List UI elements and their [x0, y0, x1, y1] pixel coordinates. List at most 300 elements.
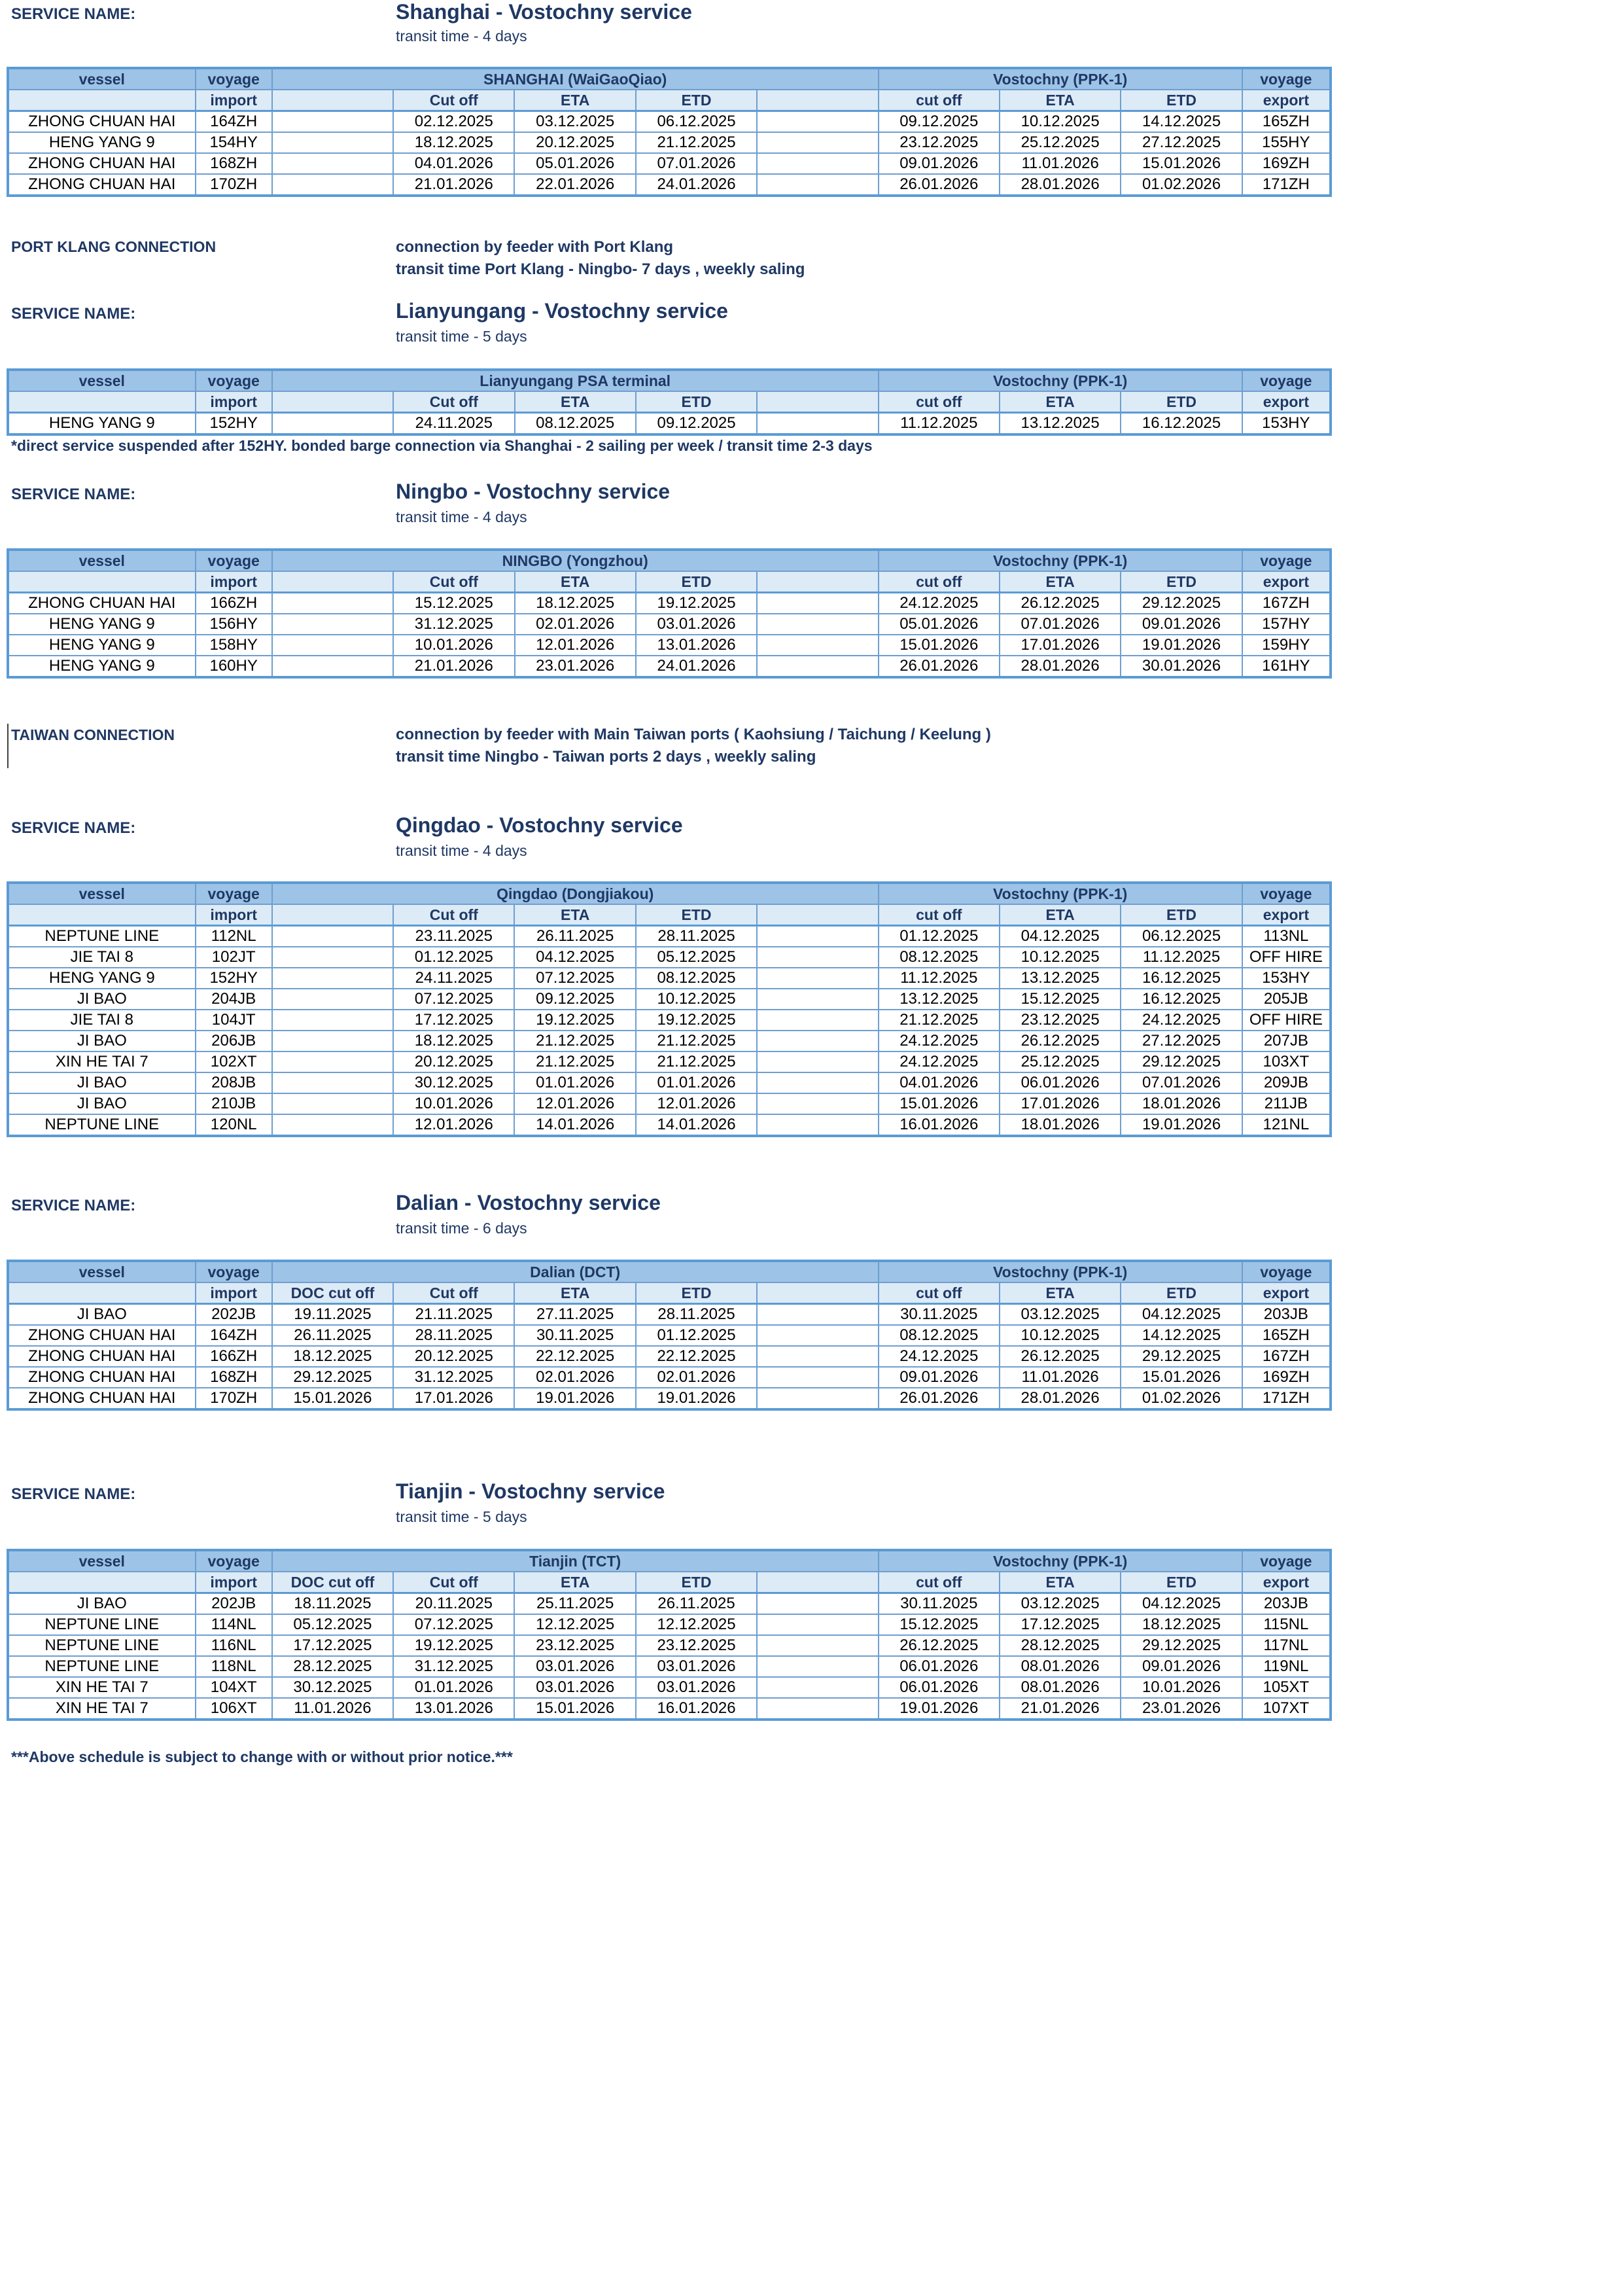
eta-cell: 26.11.2025 — [514, 926, 635, 947]
vessel-cell: JI BAO — [8, 1072, 196, 1093]
export-voyage-cell: 107XT — [1242, 1698, 1331, 1720]
export-voyage-cell: 115NL — [1242, 1614, 1331, 1635]
table-row — [8, 614, 1331, 635]
table-row — [8, 132, 1331, 153]
voyage-import-header: voyage — [196, 68, 272, 90]
export-subheader: export — [1242, 1572, 1331, 1593]
eta-cell: 02.01.2026 — [514, 1367, 635, 1388]
cut-off-cell: 01.01.2026 — [393, 1677, 514, 1698]
spacer-cell — [757, 1304, 878, 1326]
port-klang-line1: connection by feeder with Port Klang — [396, 238, 674, 256]
doc-cut-off-cell: 26.11.2025 — [272, 1325, 393, 1346]
spacer-cell — [757, 614, 878, 635]
etd-cell: 19.12.2025 — [636, 593, 757, 614]
voyage-import-header: voyage — [196, 550, 272, 571]
dest-cut-off-subheader: cut off — [879, 904, 1000, 926]
service-name-label: SERVICE NAME: — [11, 486, 136, 503]
cut-off-cell: 07.12.2025 — [393, 1614, 514, 1635]
dest-etd-cell: 27.12.2025 — [1121, 1031, 1242, 1051]
table-row — [8, 1093, 1331, 1114]
import-subheader: import — [196, 904, 272, 926]
dest-etd-cell: 15.01.2026 — [1121, 1367, 1242, 1388]
eta-cell: 23.12.2025 — [514, 1635, 635, 1656]
voyage-import-header: voyage — [196, 1550, 272, 1572]
dest-eta-cell: 26.12.2025 — [1000, 1346, 1121, 1367]
dest-cut-off-cell: 11.12.2025 — [879, 968, 1000, 989]
etd-cell: 07.01.2026 — [636, 153, 757, 174]
spacer-subheader — [757, 1282, 878, 1304]
table-row — [8, 1698, 1331, 1720]
port-klang-label: PORT KLANG CONNECTION — [11, 238, 217, 255]
import-voyage-cell: 208JB — [196, 1072, 272, 1093]
doc-cut-off-cell — [272, 593, 393, 614]
cut-off-cell: 17.12.2025 — [393, 1010, 514, 1031]
header-row-columns — [8, 904, 1331, 926]
eta-cell: 27.11.2025 — [514, 1304, 635, 1326]
eta-cell: 12.12.2025 — [514, 1614, 635, 1635]
export-voyage-cell: 159HY — [1242, 635, 1331, 656]
import-voyage-cell: 102JT — [196, 947, 272, 968]
etd-cell: 22.12.2025 — [636, 1346, 757, 1367]
doc-cut-off-subheader — [272, 90, 393, 111]
spacer-cell — [757, 635, 878, 656]
dest-cut-off-subheader: cut off — [879, 1282, 1000, 1304]
import-voyage-cell: 112NL — [196, 926, 272, 947]
origin-eta-subheader: ETA — [514, 1572, 635, 1593]
dest-cut-off-cell: 16.01.2026 — [879, 1114, 1000, 1136]
dest-eta-cell: 08.01.2026 — [1000, 1656, 1121, 1677]
cut-off-cell: 13.01.2026 — [393, 1698, 514, 1720]
voyage-import-header: voyage — [196, 1261, 272, 1282]
origin-port-header: Lianyungang PSA terminal — [272, 370, 879, 391]
vessel-subheader — [8, 1572, 196, 1593]
dest-cut-off-subheader: cut off — [879, 90, 1000, 111]
transit-time: transit time - 4 days — [396, 842, 527, 859]
dest-eta-cell: 03.12.2025 — [1000, 1304, 1121, 1326]
doc-cut-off-cell — [272, 132, 393, 153]
doc-cut-off-cell — [272, 174, 393, 196]
header-row-ports — [8, 883, 1331, 904]
vessel-cell: ZHONG CHUAN HAI — [8, 593, 196, 614]
table-row — [8, 1367, 1331, 1388]
service-name-label: SERVICE NAME: — [11, 1197, 136, 1214]
vessel-header: vessel — [8, 883, 196, 904]
table-row — [8, 111, 1331, 133]
spacer-cell — [757, 413, 878, 435]
section-title: Lianyungang - Vostochny service — [396, 299, 728, 323]
schedule-table — [7, 1260, 1332, 1411]
import-voyage-cell: 160HY — [196, 656, 272, 677]
vessel-subheader — [8, 90, 196, 111]
etd-cell: 13.01.2026 — [636, 635, 757, 656]
etd-cell: 28.11.2025 — [636, 1304, 757, 1326]
export-voyage-cell: 203JB — [1242, 1593, 1331, 1615]
etd-cell: 01.01.2026 — [636, 1072, 757, 1093]
vessel-cell: ZHONG CHUAN HAI — [8, 174, 196, 196]
dest-cut-off-cell: 15.12.2025 — [879, 1614, 1000, 1635]
voyage-export-header: voyage — [1242, 1261, 1331, 1282]
dest-etd-cell: 29.12.2025 — [1121, 1346, 1242, 1367]
service-name-label: SERVICE NAME: — [11, 305, 136, 323]
vessel-cell: XIN HE TAI 7 — [8, 1051, 196, 1072]
eta-cell: 07.12.2025 — [514, 968, 635, 989]
export-voyage-cell: 205JB — [1242, 989, 1331, 1010]
cut-off-cell: 12.01.2026 — [393, 1114, 514, 1136]
cut-off-cell: 20.12.2025 — [393, 1051, 514, 1072]
schedule-table — [7, 1549, 1332, 1721]
eta-cell: 08.12.2025 — [515, 413, 636, 435]
etd-cell: 02.01.2026 — [636, 1367, 757, 1388]
dest-etd-cell: 29.12.2025 — [1121, 593, 1242, 614]
port-klang-line2: transit time Port Klang - Ningbo- 7 days , weekly saling — [396, 260, 805, 278]
spacer-subheader — [757, 90, 878, 111]
schedule-table — [7, 881, 1332, 1137]
header-row-ports — [8, 1550, 1331, 1572]
dest-cut-off-cell: 13.12.2025 — [879, 989, 1000, 1010]
eta-cell: 03.01.2026 — [514, 1677, 635, 1698]
cut-off-cell: 10.01.2026 — [393, 635, 514, 656]
spacer-cell — [757, 1656, 878, 1677]
spacer-cell — [757, 1388, 878, 1409]
dest-etd-cell: 18.01.2026 — [1121, 1093, 1242, 1114]
etd-cell: 12.01.2026 — [636, 1093, 757, 1114]
vessel-cell: NEPTUNE LINE — [8, 1614, 196, 1635]
spacer-cell — [757, 1593, 878, 1615]
spacer-cell — [757, 1367, 878, 1388]
vessel-header: vessel — [8, 1261, 196, 1282]
voyage-export-header: voyage — [1242, 883, 1331, 904]
vessel-cell: JIE TAI 8 — [8, 947, 196, 968]
etd-cell: 21.12.2025 — [636, 1051, 757, 1072]
spacer-cell — [757, 1031, 878, 1051]
export-voyage-cell: 119NL — [1242, 1656, 1331, 1677]
eta-cell: 02.01.2026 — [515, 614, 636, 635]
dest-cut-off-cell: 24.12.2025 — [879, 593, 1000, 614]
etd-cell: 19.12.2025 — [636, 1010, 757, 1031]
origin-eta-subheader: ETA — [515, 571, 636, 593]
dest-etd-cell: 06.12.2025 — [1121, 926, 1242, 947]
spacer-cell — [757, 593, 878, 614]
schedule-table — [7, 548, 1332, 679]
export-voyage-cell: 169ZH — [1242, 1367, 1331, 1388]
export-voyage-cell: 165ZH — [1242, 1325, 1331, 1346]
table-row — [8, 1614, 1331, 1635]
dest-cut-off-cell: 08.12.2025 — [879, 947, 1000, 968]
origin-port-header: Dalian (DCT) — [272, 1261, 879, 1282]
dest-cut-off-cell: 15.01.2026 — [879, 635, 1000, 656]
cut-off-cell: 20.11.2025 — [393, 1593, 514, 1615]
export-voyage-cell: 207JB — [1242, 1031, 1331, 1051]
import-voyage-cell: 154HY — [196, 132, 272, 153]
import-voyage-cell: 114NL — [196, 1614, 272, 1635]
doc-cut-off-cell — [272, 1010, 393, 1031]
dest-etd-cell: 15.01.2026 — [1121, 153, 1242, 174]
vessel-cell: ZHONG CHUAN HAI — [8, 1325, 196, 1346]
dest-cut-off-cell: 26.01.2026 — [879, 174, 1000, 196]
eta-cell: 22.12.2025 — [514, 1346, 635, 1367]
etd-cell: 06.12.2025 — [636, 111, 757, 133]
dest-cut-off-cell: 30.11.2025 — [879, 1304, 1000, 1326]
vessel-cell: ZHONG CHUAN HAI — [8, 1388, 196, 1409]
dest-eta-cell: 25.12.2025 — [1000, 1051, 1121, 1072]
etd-cell: 12.12.2025 — [636, 1614, 757, 1635]
origin-etd-subheader: ETD — [636, 904, 757, 926]
export-voyage-cell: 211JB — [1242, 1093, 1331, 1114]
export-subheader: export — [1242, 391, 1331, 413]
doc-cut-off-cell — [272, 968, 393, 989]
origin-cut-off-subheader: Cut off — [393, 1572, 514, 1593]
table-row — [8, 1031, 1331, 1051]
dest-etd-cell: 29.12.2025 — [1121, 1051, 1242, 1072]
vessel-cell: JI BAO — [8, 1031, 196, 1051]
vessel-cell: HENG YANG 9 — [8, 614, 196, 635]
etd-cell: 16.01.2026 — [636, 1698, 757, 1720]
table-row — [8, 1677, 1331, 1698]
origin-eta-subheader: ETA — [514, 904, 635, 926]
import-voyage-cell: 210JB — [196, 1093, 272, 1114]
etd-cell: 24.01.2026 — [636, 174, 757, 196]
cut-off-cell: 17.01.2026 — [393, 1388, 514, 1409]
dest-etd-cell: 04.12.2025 — [1121, 1593, 1242, 1615]
dest-eta-subheader: ETA — [1000, 1572, 1121, 1593]
table-row — [8, 1114, 1331, 1136]
dest-etd-cell: 23.01.2026 — [1121, 1698, 1242, 1720]
dest-etd-subheader: ETD — [1121, 904, 1242, 926]
doc-cut-off-cell — [272, 947, 393, 968]
dest-etd-cell: 16.12.2025 — [1121, 413, 1242, 435]
eta-cell: 23.01.2026 — [515, 656, 636, 677]
table-row — [8, 593, 1331, 614]
service-name-label: SERVICE NAME: — [11, 5, 136, 23]
doc-cut-off-cell: 29.12.2025 — [272, 1367, 393, 1388]
header-row-ports — [8, 550, 1331, 571]
dest-eta-cell: 28.12.2025 — [1000, 1635, 1121, 1656]
dest-eta-cell: 28.01.2026 — [1000, 1388, 1121, 1409]
dest-eta-cell: 28.01.2026 — [1000, 174, 1121, 196]
dest-etd-cell: 09.01.2026 — [1121, 1656, 1242, 1677]
dest-cut-off-cell: 09.01.2026 — [879, 1367, 1000, 1388]
eta-cell: 20.12.2025 — [514, 132, 635, 153]
doc-cut-off-cell: 28.12.2025 — [272, 1656, 393, 1677]
dest-eta-cell: 10.12.2025 — [1000, 947, 1121, 968]
table-row — [8, 1072, 1331, 1093]
export-voyage-cell: 153HY — [1242, 413, 1331, 435]
vessel-cell: NEPTUNE LINE — [8, 926, 196, 947]
doc-cut-off-cell — [272, 413, 393, 435]
etd-cell: 19.01.2026 — [636, 1388, 757, 1409]
dest-eta-subheader: ETA — [1000, 904, 1121, 926]
transit-time: transit time - 6 days — [396, 1220, 527, 1237]
origin-etd-subheader: ETD — [636, 1572, 757, 1593]
dest-etd-subheader: ETD — [1121, 1572, 1242, 1593]
origin-cut-off-subheader: Cut off — [393, 90, 514, 111]
import-voyage-cell: 158HY — [196, 635, 272, 656]
table-row — [8, 989, 1331, 1010]
export-voyage-cell: 113NL — [1242, 926, 1331, 947]
export-voyage-cell: 157HY — [1242, 614, 1331, 635]
dest-cut-off-cell: 06.01.2026 — [879, 1656, 1000, 1677]
eta-cell: 15.01.2026 — [514, 1698, 635, 1720]
dest-etd-cell: 09.01.2026 — [1121, 614, 1242, 635]
dest-cut-off-cell: 26.01.2026 — [879, 656, 1000, 677]
vessel-cell: HENG YANG 9 — [8, 968, 196, 989]
eta-cell: 03.01.2026 — [514, 1656, 635, 1677]
eta-cell: 05.01.2026 — [514, 153, 635, 174]
header-row-columns — [8, 1282, 1331, 1304]
export-voyage-cell: 167ZH — [1242, 1346, 1331, 1367]
spacer-cell — [757, 1093, 878, 1114]
dest-eta-cell: 23.12.2025 — [1000, 1010, 1121, 1031]
doc-cut-off-cell: 18.12.2025 — [272, 1346, 393, 1367]
export-voyage-cell: 169ZH — [1242, 153, 1331, 174]
export-voyage-cell: 209JB — [1242, 1072, 1331, 1093]
dest-eta-cell: 25.12.2025 — [1000, 132, 1121, 153]
dest-eta-cell: 18.01.2026 — [1000, 1114, 1121, 1136]
table-row — [8, 1325, 1331, 1346]
doc-cut-off-cell — [272, 614, 393, 635]
dest-etd-cell: 10.01.2026 — [1121, 1677, 1242, 1698]
destination-port-header: Vostochny (PPK-1) — [879, 1261, 1242, 1282]
spacer-cell — [757, 153, 878, 174]
import-subheader: import — [196, 1282, 272, 1304]
dest-eta-cell: 17.01.2026 — [1000, 1093, 1121, 1114]
dest-eta-cell: 10.12.2025 — [1000, 1325, 1121, 1346]
vessel-header: vessel — [8, 370, 196, 391]
dest-etd-subheader: ETD — [1121, 90, 1242, 111]
doc-cut-off-cell — [272, 1093, 393, 1114]
spacer-cell — [757, 111, 878, 133]
import-voyage-cell: 166ZH — [196, 1346, 272, 1367]
vessel-cell: HENG YANG 9 — [8, 413, 196, 435]
doc-cut-off-cell — [272, 656, 393, 677]
dest-etd-cell: 01.02.2026 — [1121, 1388, 1242, 1409]
export-voyage-cell: 171ZH — [1242, 1388, 1331, 1409]
import-subheader: import — [196, 571, 272, 593]
vessel-subheader — [8, 904, 196, 926]
dest-cut-off-cell: 04.01.2026 — [879, 1072, 1000, 1093]
header-row-columns — [8, 1572, 1331, 1593]
origin-cut-off-subheader: Cut off — [393, 1282, 514, 1304]
dest-eta-subheader: ETA — [1000, 1282, 1121, 1304]
destination-port-header: Vostochny (PPK-1) — [879, 370, 1242, 391]
lianyungang-note: *direct service suspended after 152HY. bonded barge connection via Shanghai - 2 sailing per week / transit time 2-3 days — [11, 437, 873, 454]
origin-port-header: Tianjin (TCT) — [272, 1550, 879, 1572]
table-row — [8, 153, 1331, 174]
spacer-cell — [757, 1698, 878, 1720]
section-title: Shanghai - Vostochny service — [396, 0, 692, 24]
eta-cell: 12.01.2026 — [514, 1093, 635, 1114]
dest-etd-subheader: ETD — [1121, 571, 1242, 593]
dest-cut-off-cell: 09.12.2025 — [879, 111, 1000, 133]
dest-etd-cell: 07.01.2026 — [1121, 1072, 1242, 1093]
taiwan-line2: transit time Ningbo - Taiwan ports 2 days , weekly saling — [396, 748, 816, 766]
export-voyage-cell: 103XT — [1242, 1051, 1331, 1072]
doc-cut-off-subheader — [272, 391, 393, 413]
vessel-cell: XIN HE TAI 7 — [8, 1677, 196, 1698]
cut-off-cell: 20.12.2025 — [393, 1346, 514, 1367]
eta-cell: 18.12.2025 — [515, 593, 636, 614]
import-voyage-cell: 168ZH — [196, 153, 272, 174]
footer-note: ***Above schedule is subject to change with or without prior notice.*** — [11, 1748, 513, 1765]
etd-cell: 23.12.2025 — [636, 1635, 757, 1656]
destination-port-header: Vostochny (PPK-1) — [879, 68, 1242, 90]
doc-cut-off-cell: 18.11.2025 — [272, 1593, 393, 1615]
export-subheader: export — [1242, 904, 1331, 926]
import-subheader: import — [196, 90, 272, 111]
cut-off-cell: 04.01.2026 — [393, 153, 514, 174]
vessel-subheader — [8, 391, 196, 413]
import-voyage-cell: 118NL — [196, 1656, 272, 1677]
etd-cell: 03.01.2026 — [636, 614, 757, 635]
dest-cut-off-cell: 26.12.2025 — [879, 1635, 1000, 1656]
dest-eta-cell: 26.12.2025 — [1000, 593, 1121, 614]
spacer-cell — [757, 174, 878, 196]
etd-cell: 10.12.2025 — [636, 989, 757, 1010]
dest-etd-cell: 04.12.2025 — [1121, 1304, 1242, 1326]
origin-etd-subheader: ETD — [636, 571, 757, 593]
eta-cell: 03.12.2025 — [514, 111, 635, 133]
etd-cell: 09.12.2025 — [636, 413, 757, 435]
import-voyage-cell: 170ZH — [196, 1388, 272, 1409]
doc-cut-off-subheader: DOC cut off — [272, 1572, 393, 1593]
spacer-cell — [757, 1325, 878, 1346]
import-voyage-cell: 170ZH — [196, 174, 272, 196]
import-subheader: import — [196, 1572, 272, 1593]
table-row — [8, 1656, 1331, 1677]
etd-cell: 28.11.2025 — [636, 926, 757, 947]
section-title: Ningbo - Vostochny service — [396, 480, 671, 503]
spacer-cell — [757, 1114, 878, 1136]
import-voyage-cell: 202JB — [196, 1304, 272, 1326]
service-name-label: SERVICE NAME: — [11, 1485, 136, 1503]
import-voyage-cell: 116NL — [196, 1635, 272, 1656]
dest-eta-subheader: ETA — [1000, 391, 1121, 413]
dest-etd-cell: 18.12.2025 — [1121, 1614, 1242, 1635]
origin-eta-subheader: ETA — [515, 391, 636, 413]
dest-etd-cell: 19.01.2026 — [1121, 1114, 1242, 1136]
export-voyage-cell: 203JB — [1242, 1304, 1331, 1326]
spacer-cell — [757, 968, 878, 989]
vessel-header: vessel — [8, 550, 196, 571]
cell-border-marker — [7, 724, 9, 768]
dest-eta-cell: 04.12.2025 — [1000, 926, 1121, 947]
doc-cut-off-cell — [272, 1051, 393, 1072]
export-voyage-cell: OFF HIRE — [1242, 1010, 1331, 1031]
doc-cut-off-cell — [272, 989, 393, 1010]
table-row — [8, 947, 1331, 968]
spacer-cell — [757, 926, 878, 947]
vessel-cell: NEPTUNE LINE — [8, 1635, 196, 1656]
doc-cut-off-cell — [272, 1031, 393, 1051]
transit-time: transit time - 4 days — [396, 27, 527, 44]
etd-cell: 01.12.2025 — [636, 1325, 757, 1346]
import-voyage-cell: 168ZH — [196, 1367, 272, 1388]
dest-cut-off-cell: 23.12.2025 — [879, 132, 1000, 153]
cut-off-cell: 21.01.2026 — [393, 174, 514, 196]
table-row — [8, 656, 1331, 677]
table-row — [8, 1635, 1331, 1656]
dest-etd-cell: 19.01.2026 — [1121, 635, 1242, 656]
eta-cell: 21.12.2025 — [514, 1031, 635, 1051]
destination-port-header: Vostochny (PPK-1) — [879, 883, 1242, 904]
eta-cell: 14.01.2026 — [514, 1114, 635, 1136]
dest-eta-cell: 26.12.2025 — [1000, 1031, 1121, 1051]
export-voyage-cell: 167ZH — [1242, 593, 1331, 614]
spacer-subheader — [757, 904, 878, 926]
cut-off-cell: 31.12.2025 — [393, 614, 514, 635]
cut-off-cell: 30.12.2025 — [393, 1072, 514, 1093]
doc-cut-off-subheader — [272, 904, 393, 926]
